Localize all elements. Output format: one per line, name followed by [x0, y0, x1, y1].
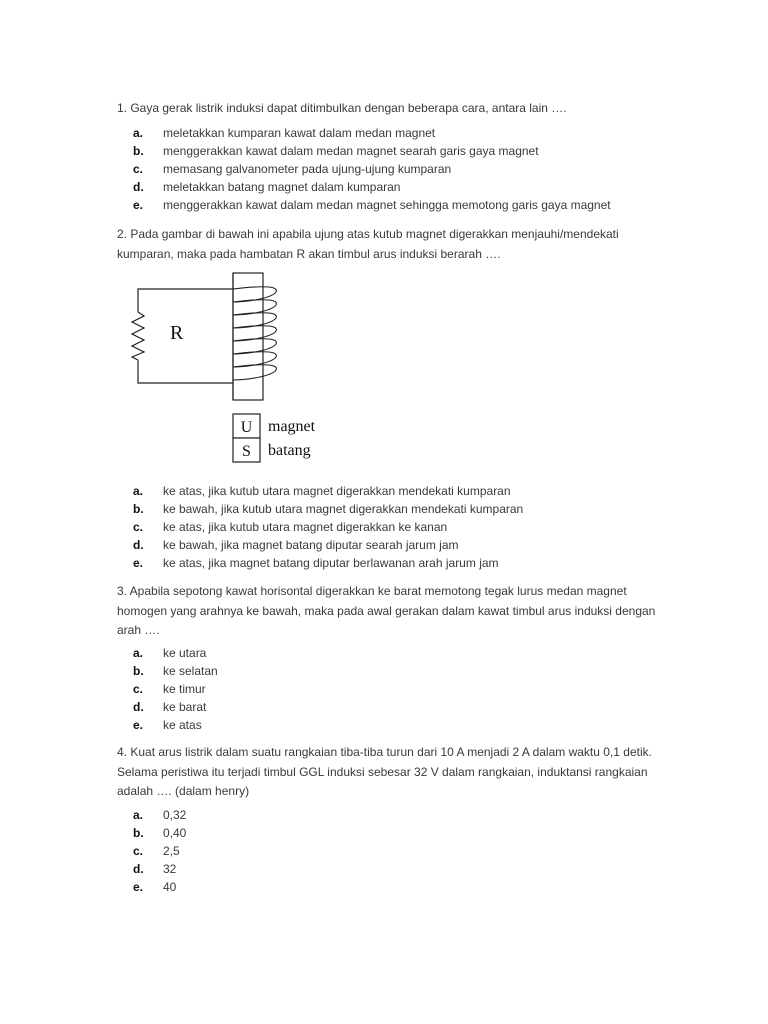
- option-letter: d.: [133, 538, 144, 552]
- option-text: 32: [163, 862, 177, 876]
- option-letter: c.: [133, 520, 144, 534]
- question-4-text: 4. Kuat arus listrik dalam suatu rangkaian tiba-tiba turun dari 10 A menjadi 2 A dalam waktu 0,1 detik. Selama peristiwa itu terjadi timbul GGL induksi sebesar 32 V dalam rangkaian, induktansi rangkaian adalah …. (dalam henry): [117, 745, 652, 798]
- option-text: ke atas, jika magnet batang diputar berlawanan arah jarum jam: [163, 556, 499, 570]
- option-q4-d[interactable]: [133, 860, 653, 878]
- option-q1-d[interactable]: [133, 178, 653, 196]
- coil-core: [233, 273, 263, 400]
- option-q1-b[interactable]: [133, 142, 653, 160]
- option-q3-a[interactable]: [133, 644, 653, 662]
- circuit-wire-bottom: [138, 360, 233, 383]
- option-letter: a.: [133, 808, 144, 822]
- magnet-label-1: magnet: [268, 418, 316, 435]
- option-text: menggerakkan kawat dalam medan magnet searah garis gaya magnet: [163, 144, 539, 158]
- option-text: ke bawah, jika magnet batang diputar searah jarum jam: [163, 538, 459, 552]
- pole-north-label: U: [240, 419, 253, 436]
- resistor-label: R: [170, 322, 184, 344]
- option-letter: e.: [133, 880, 144, 894]
- circuit-diagram: [120, 268, 360, 468]
- option-text: ke atas, jika kutub utara magnet digerakkan mendekati kumparan: [163, 484, 511, 498]
- option-letter: b.: [133, 826, 144, 840]
- option-letter: d.: [133, 700, 144, 714]
- option-text: 0,40: [163, 826, 187, 840]
- option-letter: b.: [133, 502, 144, 516]
- induction-circuit-figure: [120, 268, 360, 468]
- option-letter: a.: [133, 484, 144, 498]
- option-letter: e.: [133, 198, 144, 212]
- option-q2-b[interactable]: [133, 500, 653, 518]
- option-q2-d[interactable]: [133, 536, 653, 554]
- option-text: 40: [163, 880, 177, 894]
- question-2-options: [133, 482, 653, 572]
- option-text: ke bawah, jika kutub utara magnet digerakkan mendekati kumparan: [163, 502, 524, 516]
- question-1-options: [133, 124, 653, 214]
- option-q3-c[interactable]: [133, 680, 653, 698]
- option-q4-e[interactable]: [133, 878, 653, 896]
- option-q1-a[interactable]: [133, 124, 653, 142]
- question-4-options: [133, 806, 653, 896]
- question-1-text: 1. Gaya gerak listrik induksi dapat ditimbulkan dengan beberapa cara, antara lain ….: [117, 101, 567, 115]
- option-q4-c[interactable]: [133, 842, 653, 860]
- resistor-zigzag: [132, 312, 144, 360]
- question-2-text: 2. Pada gambar di bawah ini apabila ujung atas kutub magnet digerakkan menjauhi/mendekati kumparan, maka pada hambatan R akan timbul arus induksi berarah ….: [117, 227, 619, 261]
- option-q4-b[interactable]: [133, 824, 653, 842]
- option-q2-c[interactable]: [133, 518, 653, 536]
- coil-windings: [233, 287, 276, 380]
- option-q2-a[interactable]: [133, 482, 653, 500]
- option-letter: b.: [133, 144, 144, 158]
- option-q3-d[interactable]: [133, 698, 653, 716]
- option-letter: e.: [133, 556, 144, 570]
- option-text: 2,5: [163, 844, 180, 858]
- magnet-label-2: batang: [268, 442, 311, 459]
- question-3-options: [133, 644, 653, 734]
- option-q1-c[interactable]: [133, 160, 653, 178]
- option-text: 0,32: [163, 808, 187, 822]
- question-3-text: 3. Apabila sepotong kawat horisontal digerakkan ke barat memotong tegak lurus medan magnet homogen yang arahnya ke bawah, maka pada awal gerakan dalam kawat timbul arus induksi dengan arah ….: [117, 584, 656, 637]
- option-text: memasang galvanometer pada ujung-ujung kumparan: [163, 162, 452, 176]
- option-text: meletakkan kumparan kawat dalam medan magnet: [163, 126, 436, 140]
- option-letter: d.: [133, 862, 144, 876]
- option-text: ke barat: [163, 700, 207, 714]
- option-text: ke timur: [163, 682, 206, 696]
- option-letter: c.: [133, 682, 144, 696]
- option-q1-e[interactable]: [133, 196, 653, 214]
- option-letter: d.: [133, 180, 144, 194]
- option-q3-e[interactable]: [133, 716, 653, 734]
- option-letter: a.: [133, 646, 144, 660]
- option-text: ke atas: [163, 718, 202, 732]
- option-letter: c.: [133, 162, 144, 176]
- option-text: ke utara: [163, 646, 207, 660]
- option-letter: a.: [133, 126, 144, 140]
- option-letter: e.: [133, 718, 144, 732]
- option-text: meletakkan batang magnet dalam kumparan: [163, 180, 401, 194]
- option-q2-e[interactable]: [133, 554, 653, 572]
- option-q3-b[interactable]: [133, 662, 653, 680]
- circuit-wire-top: [138, 289, 233, 312]
- pole-south-label: S: [242, 443, 251, 460]
- option-letter: c.: [133, 844, 144, 858]
- option-text: ke atas, jika kutub utara magnet digerakkan ke kanan: [163, 520, 448, 534]
- option-q4-a[interactable]: [133, 806, 653, 824]
- option-text: menggerakkan kawat dalam medan magnet sehingga memotong garis gaya magnet: [163, 198, 611, 212]
- option-letter: b.: [133, 664, 144, 678]
- option-text: ke selatan: [163, 664, 218, 678]
